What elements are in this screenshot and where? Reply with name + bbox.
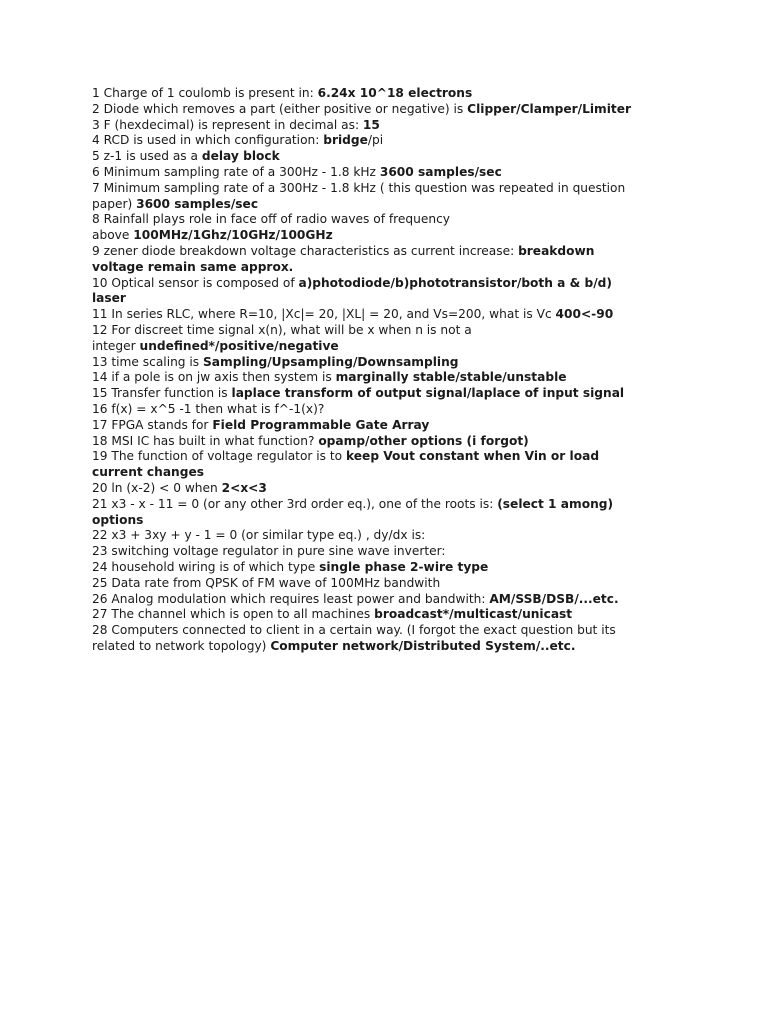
answer-text: single phase 2-wire type <box>319 559 489 574</box>
text-line <box>92 576 692 592</box>
question-text: 22 x3 + 3xy + y - 1 = 0 (or similar type eq.) , dy/dx is: <box>92 528 426 543</box>
question-text: 21 x3 - x - 11 = 0 (or any other 3rd order eq.), one of the roots is: <box>92 496 498 511</box>
answer-text: bridge <box>323 133 368 148</box>
answer-text: 2<x<3 <box>221 480 267 495</box>
text-line <box>92 418 692 434</box>
text-line <box>92 339 692 355</box>
text-line <box>92 323 692 339</box>
text-line <box>92 528 692 544</box>
question-text: 8 Rainfall plays role in face off of radio waves of frequency <box>92 212 451 227</box>
text-line <box>92 102 692 118</box>
question-text: 15 Transfer function is <box>92 386 232 401</box>
question-text: 5 z-1 is used as a <box>92 149 202 164</box>
answer-text: (select 1 among) <box>497 496 614 511</box>
answer-text: laplace transform of output signal/laplace of input signal <box>231 386 625 401</box>
answer-text: laser <box>92 291 126 306</box>
answer-text: current changes <box>92 465 204 480</box>
text-line <box>92 465 692 481</box>
text-line <box>92 544 692 560</box>
question-text: 3 F (hexdecimal) is represent in decimal as: <box>92 117 363 132</box>
text-line <box>92 149 692 165</box>
question-text: 20 ln (x-2) < 0 when <box>92 480 222 495</box>
text-line <box>92 212 692 228</box>
text-line <box>92 244 692 260</box>
text-line <box>92 133 692 149</box>
question-text: 2 Diode which removes a part (either positive or negative) is <box>92 101 468 116</box>
text-line <box>92 639 692 655</box>
text-line <box>92 291 692 307</box>
text-line <box>92 197 692 213</box>
question-text: 9 zener diode breakdown voltage characteristics as current increase: <box>92 243 519 258</box>
question-text: 25 Data rate from QPSK of FM wave of 100MHz bandwith <box>92 575 441 590</box>
question-text: 13 time scaling is <box>92 354 204 369</box>
answer-text: undefined*/positive/negative <box>139 338 339 353</box>
answer-text: broadcast*/multicast/unicast <box>374 607 573 622</box>
text-line <box>92 402 692 418</box>
question-text: paper) <box>92 196 137 211</box>
question-text: 14 if a pole is on jw axis then system is <box>92 370 336 385</box>
text-line <box>92 513 692 529</box>
question-text: 16 f(x) = x^5 -1 then what is f^-1(x)? <box>92 401 325 416</box>
text-line <box>92 276 692 292</box>
answer-text: Field Programmable Gate Array <box>212 417 430 432</box>
text-line <box>92 481 692 497</box>
question-text: /pi <box>367 133 384 148</box>
answer-text: a)photodiode/b)phototransistor/both a & b/d) <box>298 275 612 290</box>
question-text: related to network topology) <box>92 638 271 653</box>
text-line <box>92 560 692 576</box>
answer-text: AM/SSB/DSB/...etc. <box>489 591 619 606</box>
question-text: 11 In series RLC, where R=10, |Xc|= 20, |XL| = 20, and Vs=200, what is Vc <box>92 307 556 322</box>
question-text: 23 switching voltage regulator in pure sine wave inverter: <box>92 544 446 559</box>
document-page <box>92 86 692 655</box>
answer-text: options <box>92 512 144 527</box>
question-text: 26 Analog modulation which requires least power and bandwith: <box>92 591 490 606</box>
text-line <box>92 307 692 323</box>
answer-text: Computer network/Distributed System/..etc. <box>270 638 576 653</box>
text-line <box>92 181 692 197</box>
question-text: 19 The function of voltage regulator is to <box>92 449 347 464</box>
question-text: 6 Minimum sampling rate of a 300Hz - 1.8 kHz <box>92 164 380 179</box>
question-text: 27 The channel which is open to all machines <box>92 607 375 622</box>
answer-text: breakdown <box>518 243 595 258</box>
text-line <box>92 370 692 386</box>
answer-text: keep Vout constant when Vin or load <box>346 449 600 464</box>
text-line <box>92 497 692 513</box>
question-text: 18 MSI IC has built in what function? <box>92 433 319 448</box>
answer-text: 400<-90 <box>555 307 614 322</box>
text-line <box>92 118 692 134</box>
text-line <box>92 623 692 639</box>
text-line <box>92 607 692 623</box>
question-text: 10 Optical sensor is composed of <box>92 275 299 290</box>
answer-text: marginally stable/stable/unstable <box>335 370 567 385</box>
answer-text: 100MHz/1Ghz/10GHz/100GHz <box>133 228 333 243</box>
question-text: 24 household wiring is of which type <box>92 559 320 574</box>
text-line <box>92 449 692 465</box>
question-text: above <box>92 228 134 243</box>
answer-text: Sampling/Upsampling/Downsampling <box>203 354 459 369</box>
answer-text: 3600 samples/sec <box>136 196 259 211</box>
question-text: 28 Computers connected to client in a certain way. (I forgot the exact question but its <box>92 623 616 638</box>
question-text: 1 Charge of 1 coulomb is present in: <box>92 86 318 100</box>
answer-text: 3600 samples/sec <box>379 164 502 179</box>
answer-text: Clipper/Clamper/Limiter <box>467 101 632 116</box>
question-text: integer <box>92 338 140 353</box>
text-line <box>92 260 692 276</box>
answer-text: delay block <box>201 149 280 164</box>
question-text: 12 For discreet time signal x(n), what will be x when n is not a <box>92 322 472 337</box>
question-text: 17 FPGA stands for <box>92 417 213 432</box>
text-line <box>92 355 692 371</box>
answer-text: voltage remain same approx. <box>92 259 294 274</box>
answer-text: opamp/other options (i forgot) <box>318 433 529 448</box>
text-line <box>92 592 692 608</box>
text-line <box>92 434 692 450</box>
answer-text: 6.24x 10^18 electrons <box>317 86 473 100</box>
text-line <box>92 386 692 402</box>
question-text: 7 Minimum sampling rate of a 300Hz - 1.8 kHz ( this question was repeated in question <box>92 180 626 195</box>
text-line <box>92 86 692 102</box>
text-line <box>92 165 692 181</box>
answer-text: 15 <box>362 117 380 132</box>
text-line <box>92 228 692 244</box>
question-text: 4 RCD is used in which configuration: <box>92 133 324 148</box>
